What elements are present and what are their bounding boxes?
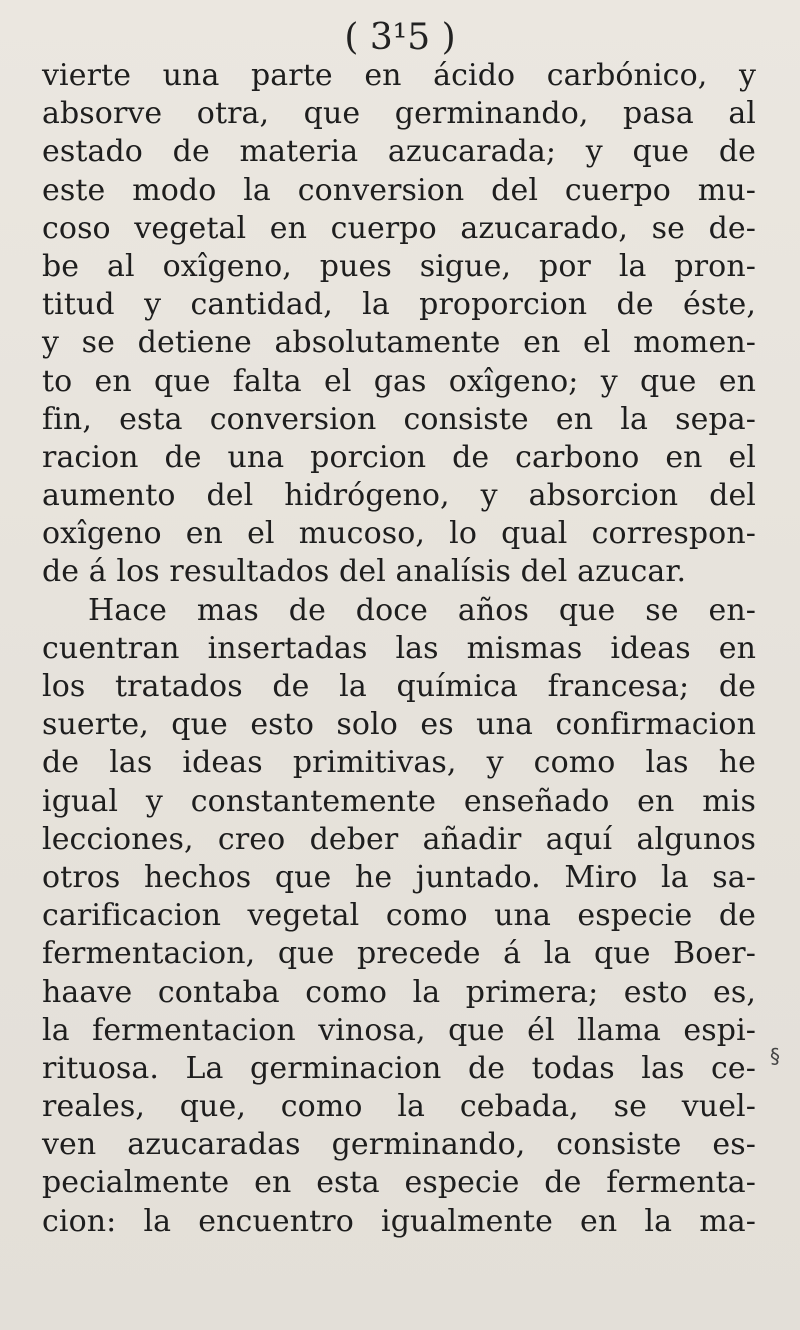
text-line: ven azucaradas germinando, consiste es- [42, 1127, 756, 1163]
text-line: este modo la conversion del cuerpo mu- [42, 172, 756, 208]
page-number: ( 3¹5 ) [344, 17, 456, 58]
text-line: racion de una porcion de carbono en el [42, 439, 756, 475]
text-line: absorve otra, que germinando, pasa al [42, 96, 756, 132]
text-line: to en que falta el gas oxîgeno; y que en [42, 363, 756, 399]
text-line: de á los resultados del analísis del azucar. [42, 554, 687, 590]
text-line: reales, que, como la cebada, se vuel- [42, 1089, 756, 1125]
margin-mark: § [770, 1044, 780, 1068]
text-line: coso vegetal en cuerpo azucarado, se de- [42, 210, 756, 246]
text-line: cuentran insertadas las mismas ideas en [42, 630, 756, 666]
text-line: igual y constantemente enseñado en mis [42, 783, 756, 819]
text-line: Hace mas de doce años que se en- [88, 592, 756, 628]
body-text [42, 57, 756, 1241]
text-line: rituosa. La germinacion de todas las ce- [42, 1050, 756, 1086]
text-line: de las ideas primitivas, y como las he [42, 745, 756, 781]
text-line: titud y cantidad, la proporcion de éste, [42, 287, 756, 323]
text-line: oxîgeno en el mucoso, lo qual correspon- [42, 516, 756, 552]
text-line: lecciones, creo deber añadir aquí algunos [42, 821, 756, 857]
text-line: aumento del hidrógeno, y absorcion del [42, 478, 756, 514]
text-line: cion: la encuentro igualmente en la ma- [42, 1203, 756, 1239]
text-line: haave contaba como la primera; esto es, [42, 974, 756, 1010]
text-line: be al oxîgeno, pues sigue, por la pron- [42, 248, 756, 284]
text-line: fin, esta conversion consiste en la sepa- [42, 401, 756, 437]
text-line: vierte una parte en ácido carbónico, y [42, 58, 756, 93]
text-line: fermentacion, que precede á la que Boer- [42, 936, 756, 972]
text-line: suerte, que esto solo es una confirmacion [42, 707, 756, 743]
text-line: la fermentacion vinosa, que él llama espi- [42, 1012, 756, 1048]
text-line: estado de materia azucarada; y que de [42, 134, 756, 170]
text-line: carificacion vegetal como una especie de [42, 898, 756, 934]
text-line: y se detiene absolutamente en el momen- [42, 325, 756, 361]
text-line: pecialmente en esta especie de fermenta- [42, 1165, 756, 1201]
text-line: otros hechos que he juntado. Miro la sa- [42, 859, 756, 895]
text-line: los tratados de la química francesa; de [42, 669, 756, 704]
